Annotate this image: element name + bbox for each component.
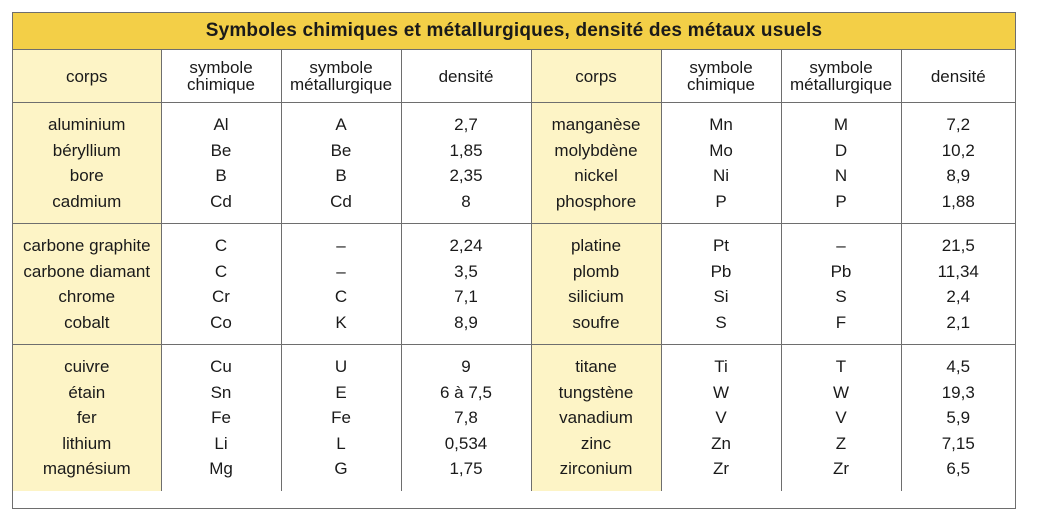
element-name: cuivre [64, 357, 110, 376]
element-name: carbone diamant [23, 261, 151, 281]
value-densite: 1,85 [449, 140, 483, 160]
value-metallurgique: V [835, 408, 847, 427]
element-name: manganèse [551, 115, 641, 134]
value-cell-chimique [661, 345, 781, 491]
value-metallurgique: – [336, 236, 346, 255]
value-densite: 7,2 [946, 115, 971, 134]
value-metallurgique: Pb [830, 261, 852, 281]
element-name: zinc [580, 433, 612, 453]
value-metallurgique: Zr [832, 459, 850, 478]
value-densite: 8,9 [454, 312, 478, 332]
column-header [901, 50, 1015, 103]
value-chimique: B [215, 166, 227, 185]
element-name: platine [570, 236, 622, 255]
element-name: étain [68, 382, 106, 402]
value-cell-densite [401, 103, 531, 224]
value-densite: 5,9 [946, 408, 971, 427]
value-densite: 1,75 [449, 459, 483, 478]
value-metallurgique: T [835, 357, 847, 376]
value-metallurgique: – [836, 236, 846, 255]
value-chimique: Al [213, 115, 229, 134]
value-metallurgique: Be [330, 140, 352, 160]
value-metallurgique: Fe [331, 408, 351, 427]
value-cell-chimique [161, 103, 281, 224]
row-group [13, 345, 1015, 491]
value-metallurgique: K [335, 312, 347, 332]
value-chimique: Mn [709, 115, 733, 134]
value-chimique: P [715, 191, 727, 211]
column-header [661, 50, 781, 103]
element-name-cell [531, 345, 661, 491]
value-chimique: Mo [709, 140, 733, 160]
value-chimique: Fe [211, 408, 231, 427]
column-header [161, 50, 281, 103]
value-chimique: Be [210, 140, 232, 160]
value-densite: 6 à 7,5 [440, 382, 492, 402]
value-densite: 7,8 [454, 408, 478, 427]
value-chimique: V [715, 408, 727, 427]
element-name: carbone graphite [22, 236, 151, 255]
value-chimique: Si [713, 287, 729, 306]
value-cell-metallurgique [781, 103, 901, 224]
table-body [13, 103, 1015, 491]
column-header [401, 50, 531, 103]
value-chimique: Ti [714, 357, 728, 376]
row-group [13, 224, 1015, 345]
value-metallurgique: Cd [330, 191, 352, 211]
element-name: soufre [572, 312, 620, 332]
element-name: vanadium [559, 408, 633, 427]
value-densite: 6,5 [946, 459, 971, 478]
value-densite: 7,1 [454, 287, 478, 306]
value-chimique: S [715, 312, 727, 332]
element-name-cell [13, 103, 161, 224]
value-chimique: Cr [212, 287, 230, 306]
element-name: nickel [574, 166, 618, 185]
value-cell-chimique [161, 345, 281, 491]
value-chimique: Ni [712, 166, 730, 185]
element-name: chrome [58, 287, 116, 306]
value-chimique: Cd [210, 191, 232, 211]
table-frame [12, 12, 1016, 509]
value-metallurgique: N [834, 166, 848, 185]
value-densite: 2,4 [946, 287, 971, 306]
column-header-line: densité [930, 66, 986, 86]
value-cell-metallurgique [781, 345, 901, 491]
value-metallurgique: A [335, 115, 347, 134]
column-header-line: chimique [686, 75, 756, 94]
value-densite: 2,24 [449, 236, 483, 255]
value-cell-chimique [661, 103, 781, 224]
column-header-line: chimique [186, 75, 256, 94]
value-chimique: Cu [210, 357, 232, 376]
value-densite: 9 [461, 357, 471, 376]
value-chimique: Pb [710, 261, 732, 281]
value-chimique: Pt [712, 236, 730, 255]
value-densite: 2,35 [449, 166, 483, 185]
value-metallurgique: C [334, 287, 348, 306]
element-name-cell [531, 103, 661, 224]
value-cell-metallurgique [281, 345, 401, 491]
column-header-line: métallurgique [289, 75, 393, 94]
table-title: Symboles chimiques et métallurgiques, densité des métaux usuels [13, 13, 1015, 50]
value-chimique: Zn [711, 433, 731, 453]
element-name: lithium [62, 433, 112, 453]
column-header-line: symbole [189, 58, 253, 77]
column-header-line: corps [65, 66, 108, 86]
value-densite: 10,2 [941, 140, 975, 160]
value-densite: 4,5 [946, 357, 971, 376]
value-cell-densite [901, 345, 1015, 491]
header-row [13, 50, 1015, 103]
value-metallurgique: F [835, 312, 847, 332]
value-cell-densite [901, 224, 1015, 345]
column-header [281, 50, 401, 103]
element-name-cell [13, 224, 161, 345]
value-metallurgique: P [835, 191, 847, 211]
value-metallurgique: B [335, 166, 347, 185]
value-cell-densite [401, 224, 531, 345]
value-metallurgique: S [835, 287, 847, 306]
element-name: aluminium [48, 115, 126, 134]
column-header [781, 50, 901, 103]
element-name: cobalt [64, 312, 110, 332]
column-header-line: symbole [689, 58, 753, 77]
element-name: béryllium [52, 140, 121, 160]
column-header-line: symbole [309, 58, 373, 77]
value-chimique: Zr [712, 459, 730, 478]
element-name: silicium [568, 287, 624, 306]
value-chimique: Li [214, 433, 228, 453]
value-densite: 1,88 [941, 191, 975, 211]
value-chimique: Mg [209, 459, 233, 478]
value-densite: 19,3 [941, 382, 975, 402]
column-header [531, 50, 661, 103]
value-metallurgique: L [336, 433, 346, 453]
value-densite: 0,534 [444, 433, 488, 453]
value-metallurgique: M [833, 115, 849, 134]
value-metallurgique: G [334, 459, 348, 478]
element-name: tungstène [558, 382, 634, 402]
value-cell-densite [901, 103, 1015, 224]
element-name: titane [575, 357, 617, 376]
value-cell-chimique [661, 224, 781, 345]
value-chimique: C [214, 261, 228, 281]
row-group [13, 103, 1015, 224]
value-densite: 3,5 [454, 261, 478, 281]
column-header [13, 50, 161, 103]
value-cell-densite [401, 345, 531, 491]
value-densite: 8 [461, 191, 471, 211]
value-densite: 8,9 [946, 166, 971, 185]
value-cell-metallurgique [281, 103, 401, 224]
value-metallurgique: U [334, 357, 348, 376]
element-name: plomb [572, 261, 620, 281]
value-chimique: Sn [210, 382, 232, 402]
value-metallurgique: W [832, 382, 850, 402]
value-metallurgique: Z [835, 433, 847, 453]
value-metallurgique: E [335, 382, 347, 402]
value-chimique: C [214, 236, 228, 255]
value-metallurgique: D [834, 140, 848, 160]
element-name: phosphore [555, 191, 637, 211]
value-chimique: Co [210, 312, 232, 332]
element-name: magnésium [42, 459, 131, 478]
column-header-line: densité [438, 66, 494, 86]
value-densite: 11,34 [937, 261, 979, 281]
value-densite: 7,15 [941, 433, 975, 453]
element-name: zirconium [559, 459, 633, 478]
element-name-cell [13, 345, 161, 491]
elements-table [13, 50, 1015, 491]
element-name: molybdène [554, 140, 638, 160]
column-header-line: métallurgique [789, 75, 893, 94]
value-chimique: W [712, 382, 730, 402]
column-header-line: symbole [809, 58, 873, 77]
value-densite: 21,5 [941, 236, 975, 255]
value-cell-metallurgique [781, 224, 901, 345]
element-name: bore [69, 166, 104, 185]
value-cell-metallurgique [281, 224, 401, 345]
value-metallurgique: – [336, 261, 346, 281]
column-header-line: corps [575, 66, 617, 86]
value-densite: 2,7 [454, 115, 478, 134]
element-name: cadmium [52, 191, 122, 211]
element-name: fer [76, 408, 97, 427]
element-name-cell [531, 224, 661, 345]
value-densite: 2,1 [946, 312, 971, 332]
value-cell-chimique [161, 224, 281, 345]
